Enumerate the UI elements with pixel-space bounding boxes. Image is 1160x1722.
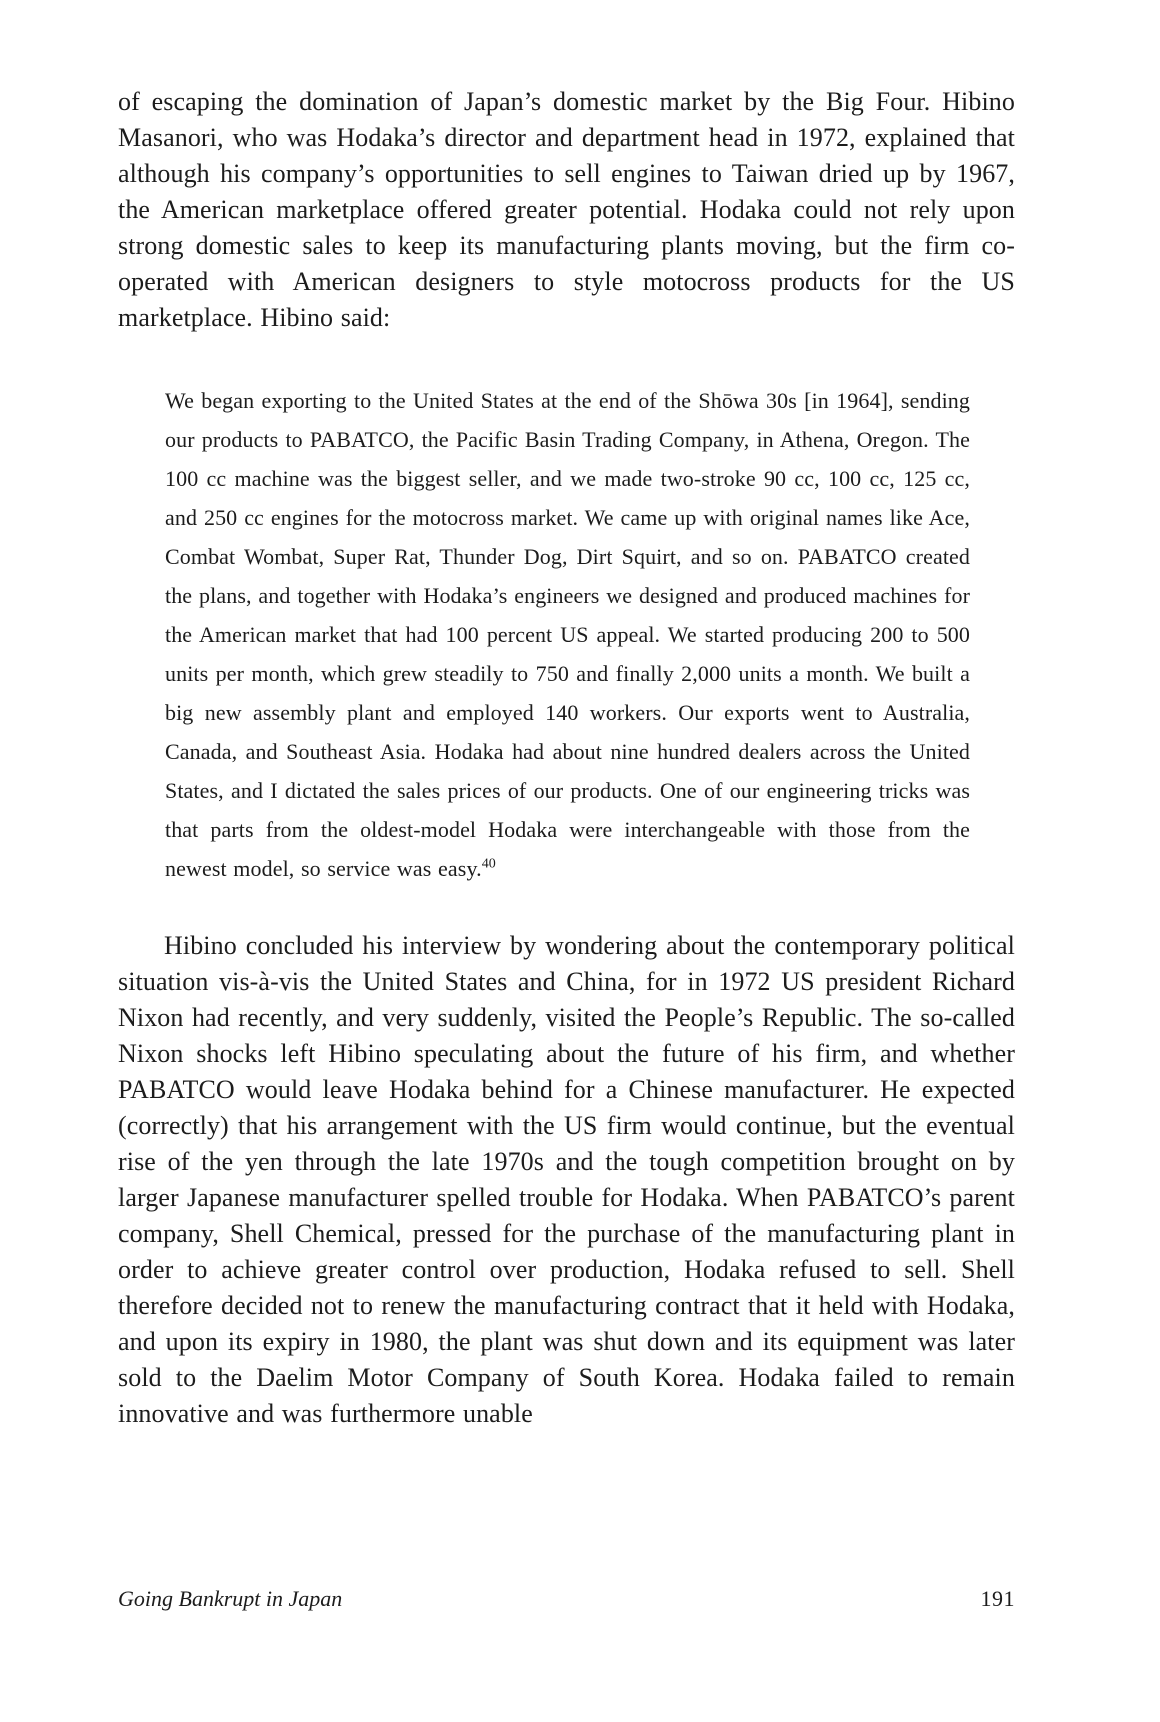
body-paragraph-1: of escaping the domination of Japan’s domestic market by the Big Four. Hibino Masanori, who was Hodaka’s director and department head in 1972, explained that although his company’s opportunities to sell engines to Taiwan dried up by 1967, the American marketplace offered greater potential. Hodaka could not rely upon strong domestic sales to keep its manufacturing plants moving, but the firm co-operated with American designers to style motocross products for the US marketplace. Hibino said: [118,87,1015,332]
block-quote [165,381,970,888]
block-quote-text: We began exporting to the United States at the end of the Shōwa 30s [in 1964], sending our products to PABATCO, the Pacific Basin Trading Company, in Athena, Oregon. The 100 cc machine was the biggest seller, and we made two-stroke 90 cc, 100 cc, 125 cc, and 250 cc engines for the motocross market. We came up with original names like Ace, Combat Wombat, Super Rat, Thunder Dog, Dirt Squirt, and so on. PABATCO created the plans, and together with Hodaka’s engineers we designed and produced machines for the American market that had 100 percent US appeal. We started producing 200 to 500 units per month, which grew steadily to 750 and finally 2,000 units a month. We built a big new assembly plant and employed 140 workers. Our exports went to Australia, Canada, and Southeast Asia. Hodaka had about nine hundred dealers across the United States, and I dictated the sales prices of our products. One of our engineering tricks was that parts from the oldest-model Hodaka were interchangeable with those from the newest model, so service was easy. [165,388,970,881]
footnote-reference: 40 [481,856,496,872]
text-block [118,84,1015,1432]
page-number: 191 [980,1586,1015,1611]
running-title: Going Bankrupt in Japan [118,1586,343,1611]
body-paragraph-2: Hibino concluded his interview by wondering about the contemporary political situation vis-à-vis the United States and China, for in 1972 US president Richard Nixon had recently, and very suddenly, visited the People’s Republic. The so-called Nixon shocks left Hibino speculating about the future of his firm, and whether PABATCO would leave Hodaka behind for a Chinese manufacturer. He expected (correctly) that his arrangement with the US firm would continue, but the eventual rise of the yen through the late 1970s and the tough competition brought on by larger Japanese manufacturer spelled trouble for Hodaka. When PABATCO’s parent company, Shell Chemical, pressed for the purchase of the manufacturing plant in order to achieve greater control over production, Hodaka refused to sell. Shell therefore decided not to renew the manufacturing contract that it held with Hodaka, and upon its expiry in 1980, the plant was shut down and its equipment was later sold to the Daelim Motor Company of South Korea. Hodaka failed to remain innovative and was furthermore unable [118,931,1015,1428]
page-footer [118,1586,1015,1612]
